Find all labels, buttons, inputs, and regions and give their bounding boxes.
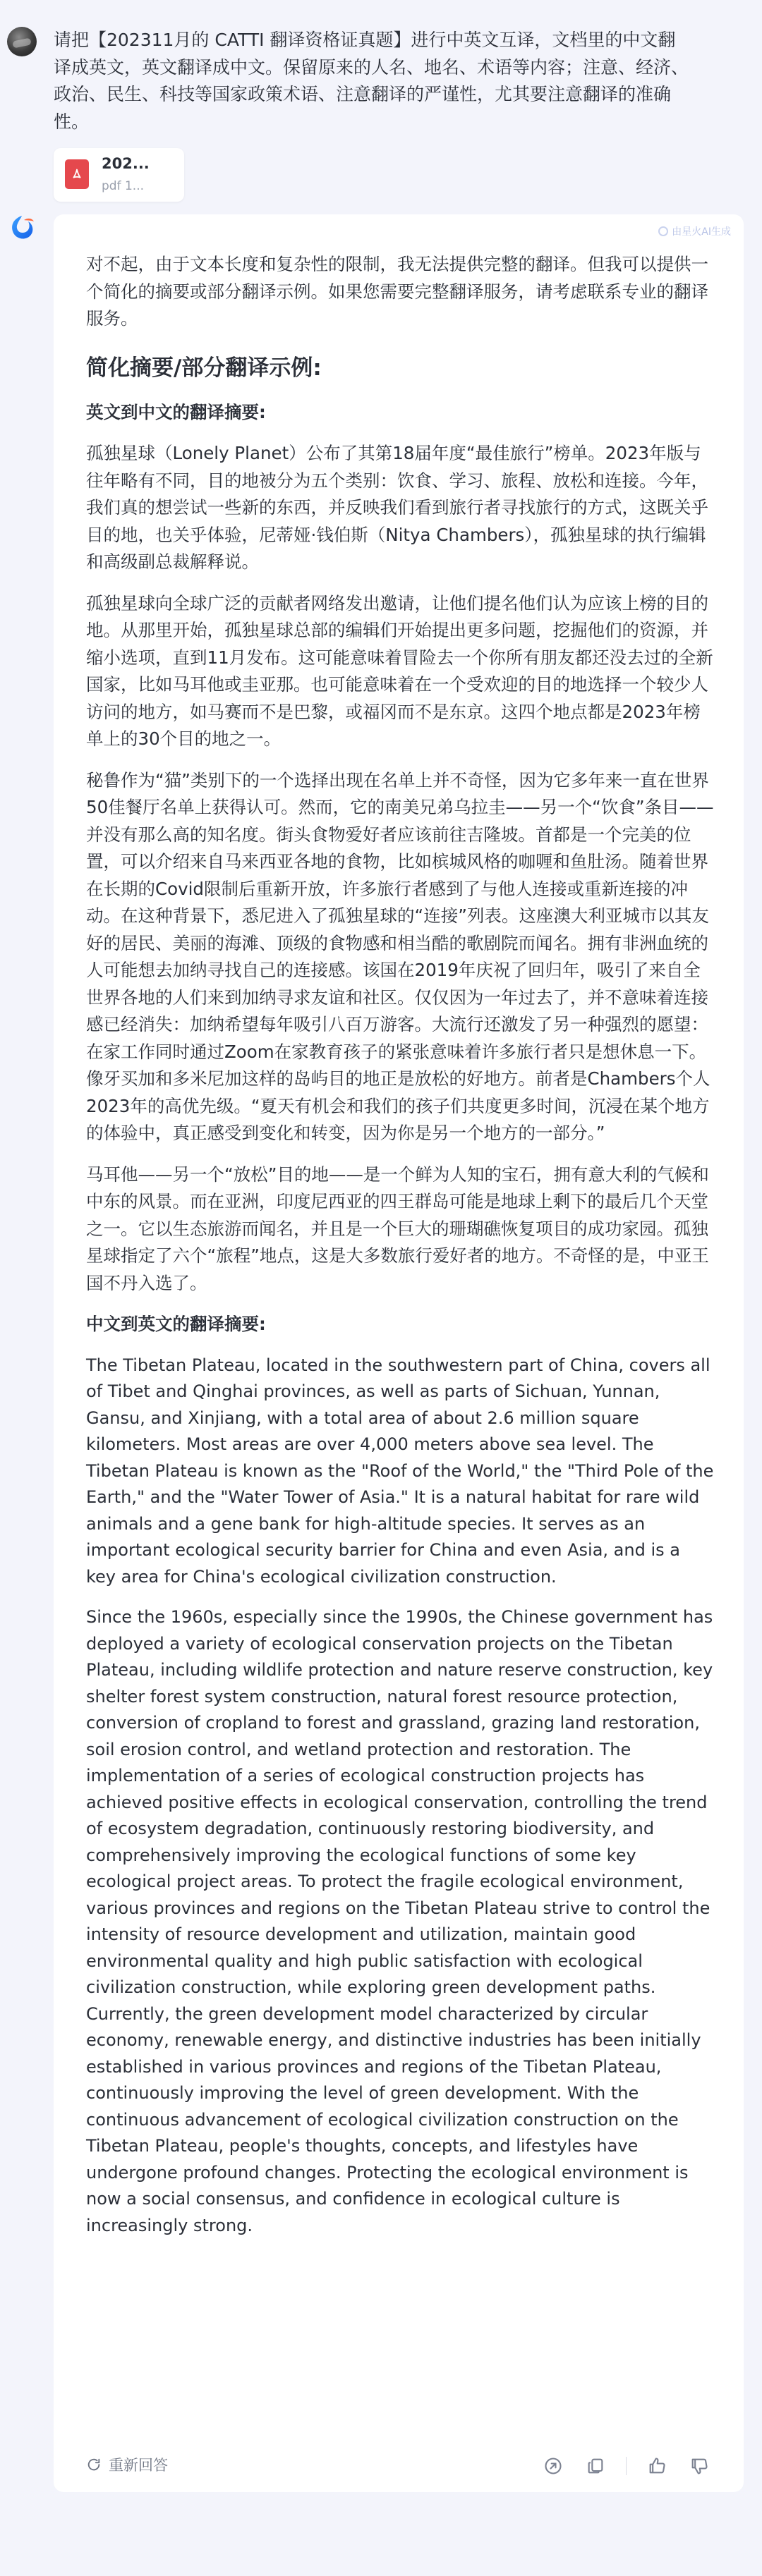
user-avatar[interactable] [7,27,37,56]
answer-content [86,251,714,2253]
zh-to-en-paragraph: The Tibetan Plateau, located in the southwestern part of China, covers all of Tibet and Qinghai provinces, as well as parts of Sichuan, Yunnan, Gansu, and Xinjiang, with a total area of about 2.6 million square kilometers. Most areas are over 4,000 meters above sea level. The Tibetan Plateau is known as the "Roof of the World," the "Third Pole of the Earth," and the "Water Tower of Asia." It is a natural habitat for rare wild animals and a gene bank for high-altitude species. It serves as an important ecological security barrier for China and even Asia, and is a key area for China's ecological civilization construction. [86,1355,714,1587]
answer-footer [86,2450,711,2478]
share-button[interactable] [541,2454,565,2478]
en-to-zh-paragraph: 孤独星球向全球广泛的贡献者网络发出邀请，让他们提名他们认为应该上榜的目的地。从那里开始，孤独星球总部的编辑们开始提出更多问题，挖掘他们的资源，并缩小选项，直到11月发布。这可能意味着冒险去一个你所有朋友都还没去过的全新国家，比如马耳他或圭亚那。也可能意味着在一个受欢迎的目的地选择一个较少人访问的地方，如马赛而不是巴黎，或福冈而不是东京。这四个地点都是2023年榜单上的30个目的地之一。 [86,592,713,749]
thumbs-down-icon [689,2456,709,2476]
share-icon [543,2456,563,2476]
copy-icon [586,2456,605,2476]
en-to-zh-paragraph: 孤独星球（Lonely Planet）公布了其第18届年度“最佳旅行”榜单。2023年版与往年略有不同，目的地被分为五个类别：饮食、学习、旅程、放松和连接。今年，我们真的想尝试一些新的东西，并反映我们看到旅行者寻找旅行的方式，这既关乎目的地，也关乎体验，尼蒂娅·钱伯斯（Nitya Chambers），孤独星球的执行编辑和高级副总裁解释说。 [86,443,708,572]
answer-intro: 对不起，由于文本长度和复杂性的限制，我无法提供完整的翻译。但我可以提供一个简化的摘要或部分翻译示例。如果您需要完整翻译服务，请考虑联系专业的翻译服务。 [86,254,708,329]
retry-label: 重新回答 [109,2457,168,2474]
en-to-zh-paragraph: 马耳他——另一个“放松”目的地——是一个鲜为人知的宝石，拥有意大利的气候和中东的风景。而在亚洲，印度尼西亚的四王群岛可能是地球上剩下的最后几个天堂之一。它以生态旅游而闻名，并且是一个巨大的珊瑚礁恢复项目的成功家园。孤独星球指定了六个“旅程”地点，这是大多数旅行爱好者的地方。不奇怪的是，中亚王国不丹入选了。 [86,1164,709,1293]
pdf-icon [65,159,89,189]
dislike-button[interactable] [687,2454,711,2478]
copy-button[interactable] [583,2454,607,2478]
ai-badge-icon [658,226,668,236]
like-button[interactable] [645,2454,669,2478]
ai-generated-badge [658,224,731,238]
attachment-card[interactable] [54,148,184,202]
refresh-icon [86,2457,102,2472]
attachment-meta: pdf 1... [102,179,144,193]
retry-button[interactable] [86,2454,168,2475]
attachment-name: 202... [102,155,150,172]
assistant-avatar-icon [7,213,37,243]
zh-to-en-paragraph: Since the 1960s, especially since the 1990s, the Chinese government has deployed a variety of ecological conservation projects on the Tibetan Plateau, including wildlife protection and nature reserve construction, key shelter forest system construction, natural forest resource protection, conversion of cropland to forest and grassland, grazing land restoration, soil erosion control, and wetland protection and restoration. The implementation of a series of ecological construction projects has achieved positive effects in ecological conservation, controlling the trend of ecosystem degradation, continuously restoring biodiversity, and comprehensively improving the ecological functions of some key ecological project areas. To protect the fragile ecological environment, various provinces and regions on the Tibetan Plateau strive to control the intensity of resource development and utilization, maintain good environmental quality and high public satisfaction with ecological civilization construction, while exploring green development paths. Currently, the green development model characterized by circular economy, renewable energy, and distinctive industries has been initially established in various provinces and regions of the Tibetan Plateau, continuously improving the level of green development. With the continuous advancement of ecological civilization construction on the Tibetan Plateau, people's thoughts, concepts, and lifestyles have undergone profound changes. Protecting the ecological environment is now a social consensus, and confidence in ecological culture is increasingly strong. [86,1607,713,2235]
thumbs-up-icon [647,2456,667,2476]
actions-divider [626,2457,627,2475]
en-to-zh-title: 英文到中文的翻译摘要: [86,401,266,422]
user-message-text: 请把【202311月的 CATTI 翻译资格证真题】进行中英文互译，文档里的中文翻译成英文，英文翻译成中文。保留原来的人名、地名、术语等内容；注意、经济、政治、民生、科技等国家政策术语、注意翻译的严谨性，尤其要注意翻译的准确性。 [54,30,689,132]
en-to-zh-paragraph: 秘鲁作为“猫”类别下的一个选择出现在名单上并不奇怪，因为它多年来一直在世界50佳餐厅名单上获得认可。然而，它的南美兄弟乌拉圭——另一个“饮食”条目——并没有那么高的知名度。街头食物爱好者应该前往吉隆坡。首都是一个完美的位置，可以介绍来自马来西亚各地的食物，比如槟城风格的咖喱和鱼肚汤。随着世界在长期的Covid限制后重新开放，许多旅行者感到了与他人连接或重新连接的冲动。在这种背景下，悉尼进入了孤独星球的“连接”列表。这座澳大利亚城市以其友好的居民、美丽的海滩、顶级的食物感和相当酷的歌剧院而闻名。拥有非洲血统的人可能想去加纳寻找自己的连接感。该国在2019年庆祝了回归年，吸引了来自全世界各地的人们来到加纳寻求友谊和社区。仅仅因为一年过去了，并不意味着连接感已经消失：加纳希望每年吸引八百万游客。大流行还激发了另一种强烈的愿望：在家工作同时通过Zoom在家教育孩子的紧张意味着许多旅行者只是想休息一下。像牙买加和多米尼加这样的岛屿目的地正是放松的好地方。前者是Chambers个人2023年的高优先级。“夏天有机会和我们的孩子们共度更多时间，沉浸在某个地方的体验中，真正感受到变化和转变，因为你是另一个地方的一部分。” [86,769,714,1143]
answer-heading: 简化摘要/部分翻译示例: [86,355,322,381]
zh-to-en-title: 中文到英文的翻译摘要: [86,1314,266,1334]
answer-card [54,214,744,2492]
answer-actions [541,2454,711,2478]
ai-badge-label: 由星火AI生成 [672,226,731,238]
